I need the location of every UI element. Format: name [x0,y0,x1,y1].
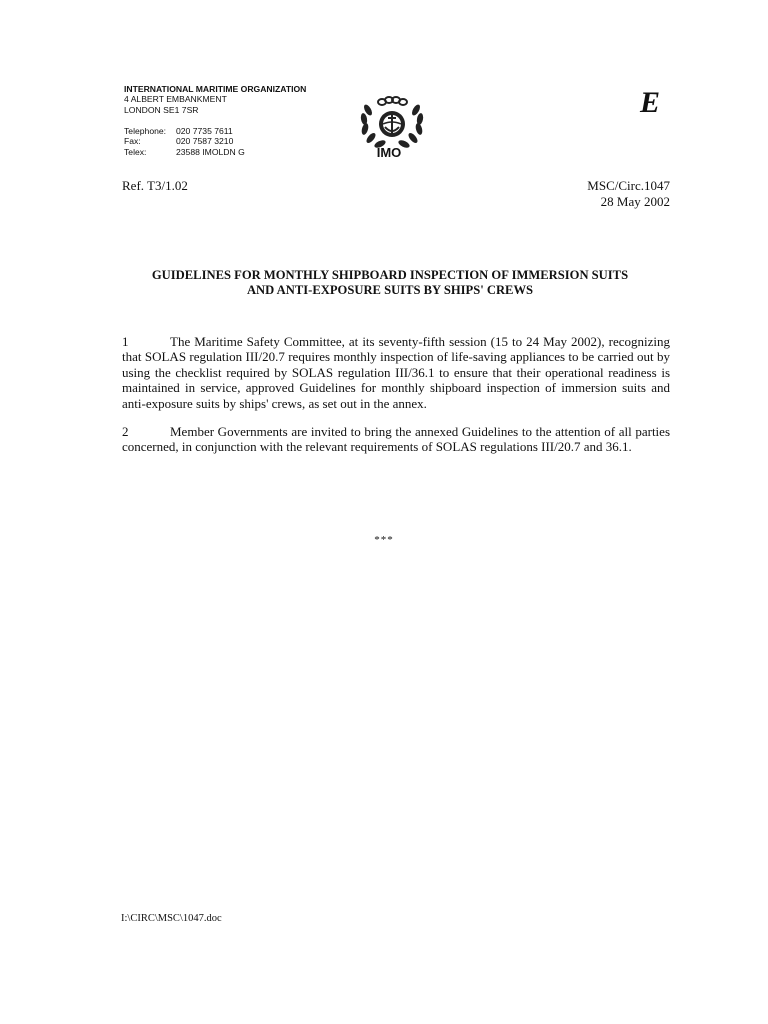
contact-row-telex [124,147,245,157]
language-code: E [640,86,661,119]
file-path-footer: I:\CIRC\MSC\1047.doc [121,913,222,924]
contact-row-telephone [124,126,245,136]
contact-value: 020 7587 3210 [176,136,234,147]
contact-label: Telephone: [124,126,167,136]
circular-number: MSC/Circ.1047 [587,178,670,193]
contact-row-fax [124,136,245,146]
contact-label: Telex: [124,146,147,157]
contact-block [124,126,245,157]
imo-logo-text: IMO [376,145,402,160]
paragraph-number: 2 [122,424,129,439]
contact-label: Fax: [124,136,141,147]
title-line-2: AND ANTI-EXPOSURE SUITS BY SHIPS' CREWS [246,283,534,297]
section-separator: *** [374,534,394,546]
org-name: INTERNATIONAL MARITIME ORGANIZATION [124,84,307,94]
document-reference-block [587,178,670,209]
reference-number: Ref. T3/1.02 [122,178,188,193]
document-date: 28 May 2002 [600,193,670,209]
contact-value: 23588 IMOLDN G [176,146,245,157]
title-line-1: GUIDELINES FOR MONTHLY SHIPBOARD INSPECTION OF IMMERSION SUITS [151,268,629,282]
org-address-block [124,84,306,115]
paragraph-1 [122,334,670,411]
contact-value: 020 7735 7611 [176,126,233,136]
paragraph-text: The Maritime Safety Committee, at its seventy-fifth session (15 to 24 May 2002), recognizing that SOLAS regulation III/20.7 requires monthly inspection of life-saving appliances to be carried out by using the checklist required by SOLAS regulation III/36.1 to ensure that their operational readiness is maintained in service, approved Guidelines for monthly shipboard inspection of immersion suits and anti-exposure suits by ships' crews, as set out in the annex. [122,334,670,411]
paragraph-2 [122,424,670,455]
paragraph-text: Member Governments are invited to bring the annexed Guidelines to the attention of all parties concerned, in conjunction with the relevant requirements of SOLAS regulations III/20.7 and 36.1. [122,424,670,455]
document-title [110,268,670,298]
paragraph-number: 1 [122,334,129,349]
address-line-1: 4 ALBERT EMBANKMENT [124,94,227,105]
address-line-2: LONDON SE1 7SR [124,104,199,115]
